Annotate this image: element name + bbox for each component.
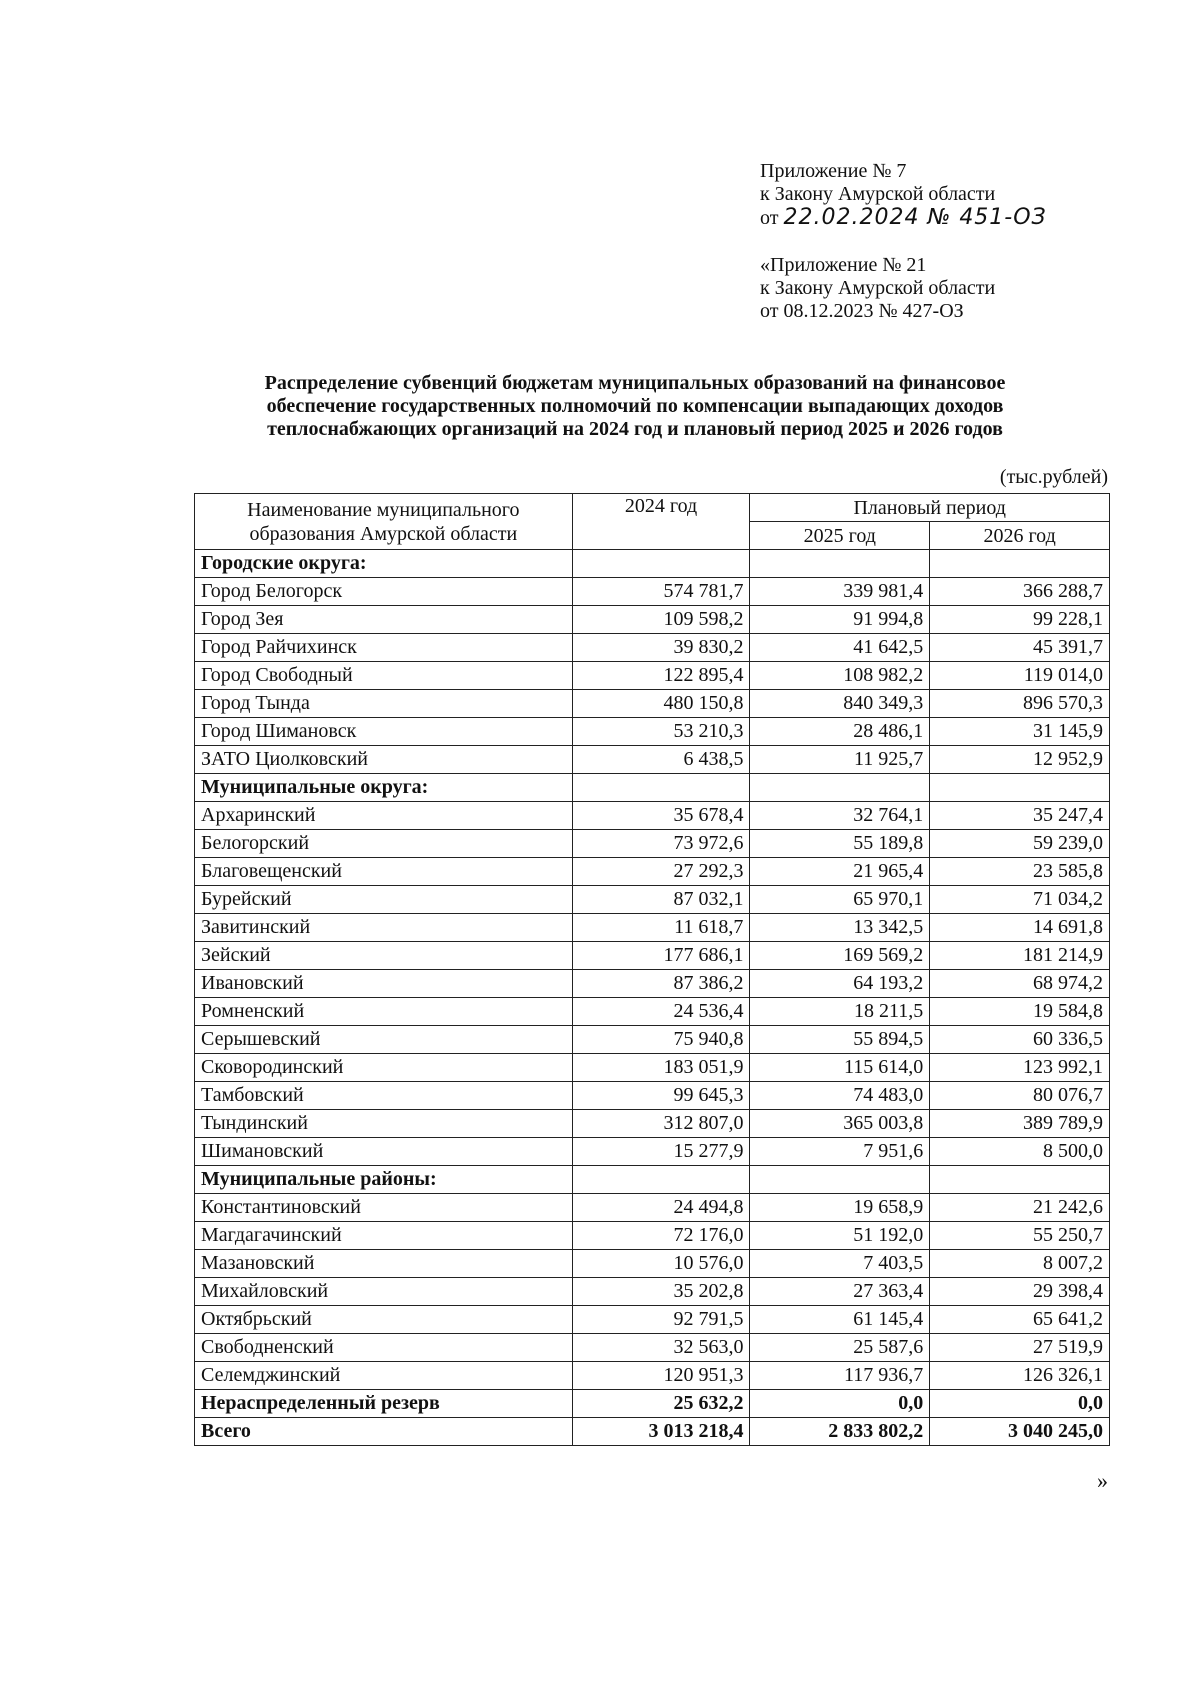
value-2024 — [572, 1166, 750, 1194]
value-2026: 59 239,0 — [930, 830, 1110, 858]
row-name: Михайловский — [195, 1278, 573, 1306]
value-2026: 8 500,0 — [930, 1138, 1110, 1166]
header-planned-period: Плановый период — [750, 494, 1110, 522]
table-row — [195, 970, 1110, 998]
value-2026 — [930, 550, 1110, 578]
value-2026: 3 040 245,0 — [930, 1418, 1110, 1446]
value-2025: 21 965,4 — [750, 858, 930, 886]
value-2025: 28 486,1 — [750, 718, 930, 746]
row-name: Город Шимановск — [195, 718, 573, 746]
value-2024: 10 576,0 — [572, 1250, 750, 1278]
unit-label: (тыс.рублей) — [999, 466, 1108, 488]
value-2024: 15 277,9 — [572, 1138, 750, 1166]
table-row — [195, 1278, 1110, 1306]
value-2024: 87 386,2 — [572, 970, 750, 998]
value-2024 — [572, 550, 750, 578]
row-name: Селемджинский — [195, 1362, 573, 1390]
table-row — [195, 634, 1110, 662]
section-row — [195, 774, 1110, 802]
table-row — [195, 690, 1110, 718]
appendix-21-reference — [760, 254, 995, 323]
row-name: Архаринский — [195, 802, 573, 830]
value-2024: 24 494,8 — [572, 1194, 750, 1222]
row-name: Свободненский — [195, 1334, 573, 1362]
value-2026: 119 014,0 — [930, 662, 1110, 690]
value-2025: 27 363,4 — [750, 1278, 930, 1306]
row-name: Белогорский — [195, 830, 573, 858]
table-row — [195, 662, 1110, 690]
value-2025: 108 982,2 — [750, 662, 930, 690]
row-name: Город Свободный — [195, 662, 573, 690]
row-name: Городские округа: — [195, 550, 573, 578]
value-2026 — [930, 774, 1110, 802]
table-row — [195, 858, 1110, 886]
value-2024: 109 598,2 — [572, 606, 750, 634]
table-row — [195, 578, 1110, 606]
table-row — [195, 802, 1110, 830]
row-name: Тамбовский — [195, 1082, 573, 1110]
table-body — [195, 550, 1110, 1446]
value-2025 — [750, 550, 930, 578]
section-row — [195, 550, 1110, 578]
value-2025: 840 349,3 — [750, 690, 930, 718]
value-2026: 29 398,4 — [930, 1278, 1110, 1306]
value-2025: 41 642,5 — [750, 634, 930, 662]
header-name-line-1: Наименование муниципального — [247, 498, 520, 521]
header-name — [195, 494, 573, 550]
appendix-7-date-line — [760, 206, 1047, 230]
table-row — [195, 1250, 1110, 1278]
table-row — [195, 606, 1110, 634]
value-2024: 24 536,4 — [572, 998, 750, 1026]
value-2024: 312 807,0 — [572, 1110, 750, 1138]
value-2024: 183 051,9 — [572, 1054, 750, 1082]
value-2026: 55 250,7 — [930, 1222, 1110, 1250]
table-row — [195, 1054, 1110, 1082]
row-name: Тындинский — [195, 1110, 573, 1138]
value-2026: 35 247,4 — [930, 802, 1110, 830]
row-name: Благовещенский — [195, 858, 573, 886]
value-2024: 87 032,1 — [572, 886, 750, 914]
value-2025: 65 970,1 — [750, 886, 930, 914]
value-2026: 45 391,7 — [930, 634, 1110, 662]
value-2025: 19 658,9 — [750, 1194, 930, 1222]
value-2025: 7 951,6 — [750, 1138, 930, 1166]
table-row — [195, 1222, 1110, 1250]
row-name: ЗАТО Циолковский — [195, 746, 573, 774]
value-2025: 55 189,8 — [750, 830, 930, 858]
row-name: Октябрьский — [195, 1306, 573, 1334]
value-2024: 27 292,3 — [572, 858, 750, 886]
table-row — [195, 914, 1110, 942]
value-2026: 896 570,3 — [930, 690, 1110, 718]
value-2024: 73 972,6 — [572, 830, 750, 858]
appendix-7-law: к Закону Амурской области — [760, 183, 996, 205]
value-2026: 0,0 — [930, 1390, 1110, 1418]
value-2026: 19 584,8 — [930, 998, 1110, 1026]
value-2025: 74 483,0 — [750, 1082, 930, 1110]
row-name: Шимановский — [195, 1138, 573, 1166]
table-row — [195, 1362, 1110, 1390]
row-name: Бурейский — [195, 886, 573, 914]
value-2026: 12 952,9 — [930, 746, 1110, 774]
document-title — [150, 372, 1120, 441]
value-2026: 60 336,5 — [930, 1026, 1110, 1054]
value-2025: 365 003,8 — [750, 1110, 930, 1138]
row-name: Магдагачинский — [195, 1222, 573, 1250]
row-name: Константиновский — [195, 1194, 573, 1222]
value-2024: 480 150,8 — [572, 690, 750, 718]
table-row — [195, 1418, 1110, 1446]
table-row — [195, 1110, 1110, 1138]
appendix-7-number: Приложение № 7 — [760, 160, 907, 182]
row-name: Город Зея — [195, 606, 573, 634]
header-2025: 2025 год — [750, 522, 930, 550]
value-2026: 21 242,6 — [930, 1194, 1110, 1222]
appendix-7-date-prefix: от — [760, 207, 779, 229]
appendix-21-law: к Закону Амурской области — [760, 277, 996, 299]
row-name: Мазановский — [195, 1250, 573, 1278]
table-row — [195, 1334, 1110, 1362]
value-2024: 6 438,5 — [572, 746, 750, 774]
table-row — [195, 998, 1110, 1026]
title-line-3: теплоснабжающих организаций на 2024 год и плановый период 2025 и 2026 годов — [267, 418, 1003, 440]
table-row — [195, 942, 1110, 970]
table-row — [195, 746, 1110, 774]
closing-quote: » — [1097, 1468, 1108, 1493]
value-2024: 11 618,7 — [572, 914, 750, 942]
value-2025: 64 193,2 — [750, 970, 930, 998]
table-row — [195, 1306, 1110, 1334]
row-name: Серышевский — [195, 1026, 573, 1054]
value-2025: 91 994,8 — [750, 606, 930, 634]
row-name: Муниципальные округа: — [195, 774, 573, 802]
value-2025: 55 894,5 — [750, 1026, 930, 1054]
value-2025: 169 569,2 — [750, 942, 930, 970]
value-2025: 0,0 — [750, 1390, 930, 1418]
row-name: Город Тында — [195, 690, 573, 718]
value-2026: 389 789,9 — [930, 1110, 1110, 1138]
value-2026: 181 214,9 — [930, 942, 1110, 970]
value-2025: 32 764,1 — [750, 802, 930, 830]
header-2026: 2026 год — [930, 522, 1110, 550]
value-2026: 366 288,7 — [930, 578, 1110, 606]
value-2024: 35 202,8 — [572, 1278, 750, 1306]
value-2025: 11 925,7 — [750, 746, 930, 774]
value-2026: 123 992,1 — [930, 1054, 1110, 1082]
value-2025: 13 342,5 — [750, 914, 930, 942]
row-name: Город Белогорск — [195, 578, 573, 606]
appendix-21-date: от 08.12.2023 № 427-ОЗ — [760, 300, 964, 322]
value-2024: 99 645,3 — [572, 1082, 750, 1110]
value-2024: 25 632,2 — [572, 1390, 750, 1418]
row-name: Муниципальные районы: — [195, 1166, 573, 1194]
value-2024: 75 940,8 — [572, 1026, 750, 1054]
value-2026: 31 145,9 — [930, 718, 1110, 746]
value-2025: 18 211,5 — [750, 998, 930, 1026]
value-2026 — [930, 1166, 1110, 1194]
value-2024: 574 781,7 — [572, 578, 750, 606]
value-2024: 120 951,3 — [572, 1362, 750, 1390]
subvention-table — [194, 493, 1110, 1446]
value-2025: 61 145,4 — [750, 1306, 930, 1334]
value-2024 — [572, 774, 750, 802]
value-2024: 53 210,3 — [572, 718, 750, 746]
table-row — [195, 886, 1110, 914]
row-name: Зейский — [195, 942, 573, 970]
table-row — [195, 718, 1110, 746]
table-row — [195, 1026, 1110, 1054]
value-2024: 3 013 218,4 — [572, 1418, 750, 1446]
value-2025: 115 614,0 — [750, 1054, 930, 1082]
value-2026: 80 076,7 — [930, 1082, 1110, 1110]
table-header-row-1 — [195, 494, 1110, 522]
table-row — [195, 830, 1110, 858]
value-2025: 117 936,7 — [750, 1362, 930, 1390]
appendix-21-number: «Приложение № 21 — [760, 254, 927, 276]
row-name: Всего — [195, 1418, 573, 1446]
value-2026: 99 228,1 — [930, 606, 1110, 634]
value-2026: 71 034,2 — [930, 886, 1110, 914]
row-name: Завитинский — [195, 914, 573, 942]
row-name: Ромненский — [195, 998, 573, 1026]
value-2024: 35 678,4 — [572, 802, 750, 830]
title-line-2: обеспечение государственных полномочий по компенсации выпадающих доходов — [266, 395, 1004, 417]
table-row — [195, 1138, 1110, 1166]
value-2026: 68 974,2 — [930, 970, 1110, 998]
value-2024: 177 686,1 — [572, 942, 750, 970]
value-2026: 27 519,9 — [930, 1334, 1110, 1362]
table-row — [195, 1082, 1110, 1110]
value-2025: 51 192,0 — [750, 1222, 930, 1250]
value-2025: 339 981,4 — [750, 578, 930, 606]
value-2026: 14 691,8 — [930, 914, 1110, 942]
value-2025: 7 403,5 — [750, 1250, 930, 1278]
value-2024: 39 830,2 — [572, 634, 750, 662]
table-row — [195, 1194, 1110, 1222]
title-line-1: Распределение субвенций бюджетам муниципальных образований на финансовое — [264, 372, 1006, 394]
value-2025 — [750, 1166, 930, 1194]
value-2025: 25 587,6 — [750, 1334, 930, 1362]
value-2026: 23 585,8 — [930, 858, 1110, 886]
value-2024: 32 563,0 — [572, 1334, 750, 1362]
table-row — [195, 1390, 1110, 1418]
handwritten-date-number: 22.02.2024 № 451-ОЗ — [783, 205, 1047, 230]
value-2026: 126 326,1 — [930, 1362, 1110, 1390]
section-row — [195, 1166, 1110, 1194]
header-2024: 2024 год — [572, 494, 750, 550]
value-2026: 8 007,2 — [930, 1250, 1110, 1278]
appendix-7-reference — [760, 160, 1047, 230]
value-2026: 65 641,2 — [930, 1306, 1110, 1334]
value-2025: 2 833 802,2 — [750, 1418, 930, 1446]
header-name-line-2: образования Амурской области — [249, 522, 518, 545]
value-2024: 92 791,5 — [572, 1306, 750, 1334]
row-name: Ивановский — [195, 970, 573, 998]
value-2025 — [750, 774, 930, 802]
row-name: Город Райчихинск — [195, 634, 573, 662]
value-2024: 72 176,0 — [572, 1222, 750, 1250]
row-name: Сковородинский — [195, 1054, 573, 1082]
value-2024: 122 895,4 — [572, 662, 750, 690]
row-name: Нераспределенный резерв — [195, 1390, 573, 1418]
